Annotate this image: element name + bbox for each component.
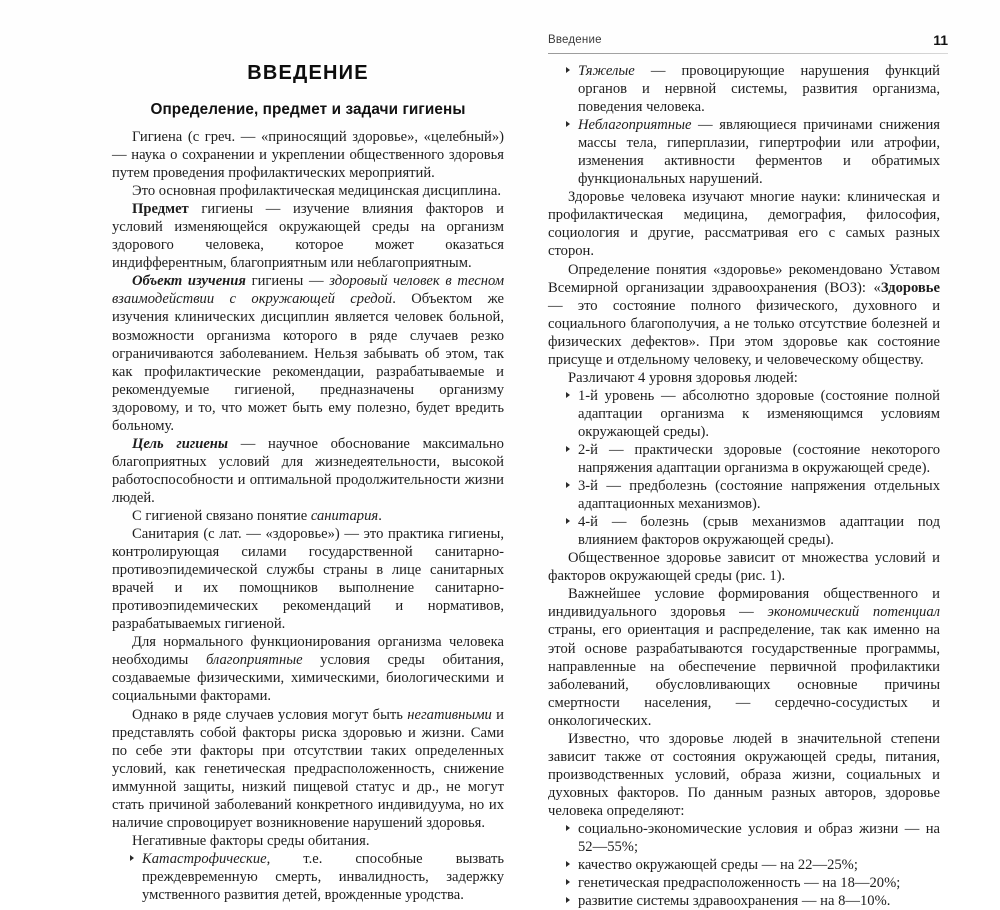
text-run: Здоровье <box>880 279 940 296</box>
running-head-title: Введение <box>548 34 602 46</box>
text-run: . <box>378 507 382 524</box>
text-run: 1-й уровень — абсолютно здоровые (состояние полной адаптации организма к изменяющимся условиям окружающей среды). <box>578 387 940 440</box>
text-run: — являющиеся причинами снижения массы тела, гиперплазии, гипертрофии или атрофии, изменения активности ферментов и обратимых функциональных нарушений. <box>578 117 940 188</box>
text-run: — научное обоснование максимально благоприятных условий для жизнедеятельности, высокой работоспособности и оптимальной продолжительности жизни людей. <box>112 435 504 506</box>
text-run: 3-й — предболезнь (состояние напряжения отдельных адаптационных механизмов). <box>578 478 940 513</box>
paragraph <box>548 369 940 387</box>
right-body-text-lower <box>548 549 940 820</box>
list-item <box>548 874 940 892</box>
list-item <box>548 513 940 549</box>
text-run: Для нормального функционирования организма человека необходимы <box>112 634 504 669</box>
text-run: санитария <box>310 507 379 524</box>
page-number: 11 <box>933 32 948 48</box>
paragraph <box>112 832 504 850</box>
text-run: условия среды обитания, создаваемые физическими, химическими, биологическими и социальными факторами. <box>112 652 504 705</box>
triangle-bullet-icon <box>566 861 570 867</box>
text-run: Гигиена (с греч. — «приносящий здоровье», «целебный») — наука о сохранении и укреплении общественного здоровья путем проведения профилактических мероприятий. <box>112 129 504 182</box>
triangle-bullet-icon <box>566 518 570 524</box>
text-run: Известно, что здоровье людей в значительной степени зависит также от состояния окружающей среды, питания, производственных условий, образа жизни, социальных и духовных факторов. По данным разных авторов, здоровье человека определяют: <box>548 730 940 819</box>
text-run: Здоровье человека изучают многие науки: клиническая и профилактическая медицина, демография, философия, социология и другие, рассматривая его с самых разных сторон. <box>548 189 940 260</box>
list-item <box>548 116 940 188</box>
paragraph <box>548 549 940 585</box>
text-run: Важнейшее условие формирования общественного и индивидуального здоровья — <box>548 586 940 621</box>
list-item <box>548 477 940 513</box>
paragraph <box>112 525 504 633</box>
triangle-bullet-icon <box>566 446 570 452</box>
paragraph <box>548 188 940 260</box>
running-head <box>548 34 948 56</box>
left-bullet-list <box>112 850 504 904</box>
text-run: Неблагоприятные <box>578 117 692 134</box>
paragraph <box>112 272 504 434</box>
text-run: Цель гигиены <box>132 435 229 452</box>
text-run: негативными <box>407 706 492 723</box>
text-run: Определение понятия «здоровье» рекомендовано Уставом Всемирной организации здравоохранения (ВОЗ): « <box>548 261 940 296</box>
triangle-bullet-icon <box>566 67 570 73</box>
triangle-bullet-icon <box>566 825 570 831</box>
triangle-bullet-icon <box>566 897 570 903</box>
text-run: , т.е. способные вызвать преждевременную смерть, инвалидность, задержку умственного развития детей, врожденные уродства. <box>142 850 504 903</box>
paragraph <box>112 128 504 182</box>
text-run: страны, его ориентация и распределение, так как именно на этой основе разрабатываются государственные программы, направленные на обеспечение первичной профилактики заболеваний, обусловливающих основные причины смертности населения, — сердечно-сосудистых и онкологических. <box>548 622 940 729</box>
list-item <box>548 892 940 910</box>
left-column <box>112 56 504 904</box>
triangle-bullet-icon <box>566 392 570 398</box>
text-run: Негативные факторы среды обитания. <box>132 832 370 849</box>
text-run: качество окружающей среды — на 22—25%; <box>578 857 858 874</box>
text-run: генетическая предрасположенность — на 18—20%; <box>578 875 901 892</box>
left-body-text <box>112 128 504 850</box>
list-item <box>548 62 940 116</box>
chapter-title: ВВЕДЕНИЕ <box>247 62 369 84</box>
text-run: С гигиеной связано понятие <box>132 507 311 524</box>
text-run: здоровый человек в тесном взаимодействии с окружающей средой <box>112 273 505 308</box>
paragraph <box>548 261 940 369</box>
paragraph <box>112 706 504 832</box>
list-item <box>112 850 504 904</box>
list-item <box>548 441 940 477</box>
triangle-bullet-icon <box>130 855 134 861</box>
triangle-bullet-icon <box>566 482 570 488</box>
list-item <box>548 820 940 856</box>
text-run: Это основная профилактическая медицинская дисциплина. <box>132 183 501 200</box>
text-run: Санитария (с лат. — «здоровье») — это практика гигиены, контролирующая силами государственной санитарно-противоэпидемической службы страны в лице санитарных врачей и их помощников выполнение санитарно-противоэпидемических рекомендаций и нормативов, разрабатываемых гигиеной. <box>112 526 504 633</box>
section-title: Определение, предмет и задачи гигиены <box>150 101 466 118</box>
list-item <box>548 387 940 441</box>
health-determinants-list <box>548 820 940 910</box>
paragraph <box>112 182 504 200</box>
triangle-bullet-icon <box>566 879 570 885</box>
text-run: 4-й — болезнь (срыв механизмов адаптации под влиянием факторов окружающей среды). <box>578 514 940 549</box>
paragraph <box>548 585 940 729</box>
text-run: Различают 4 уровня здоровья людей: <box>568 369 798 386</box>
text-run: развитие системы здравоохранения — на 8—10%. <box>578 893 891 910</box>
paragraph <box>112 435 504 507</box>
paragraph <box>112 507 504 525</box>
text-run: экономический потенциал <box>767 604 940 621</box>
text-run: Объект изучения <box>132 273 246 290</box>
text-run: . Объектом же изучения клинических дисциплин является человек больной, возможности организма которого в ряде случаев резко ограничиваются заболеванием. Нельзя забывать об этом, так как профилактические рекомендации, разрабатываемые и рекомендуемые гигиеной, предназначены организму здоровому, и то, что может быть ему полезно, будет вредить больному. <box>112 291 504 434</box>
paragraph <box>112 633 504 705</box>
list-item <box>548 856 940 874</box>
text-run: — провоцирующие нарушения функций органов и нервной системы, развития организма, поведения человека. <box>578 63 940 116</box>
paragraph <box>548 730 940 820</box>
text-run: Предмет <box>132 201 189 218</box>
text-run: Однако в ряде случаев условия могут быть <box>132 706 408 723</box>
paragraph <box>112 200 504 272</box>
severity-bullet-list <box>548 62 940 188</box>
text-run: и представлять собой факторы риска здоровью и жизни. Сами по себе эти факторы при отсутствии таких определенных условий, как генетическая предрасположенность, снижение иммунной защиты, низкий пищевой статус и др., не могут стать причиной заболеваний конкретного индивидуума, но их наличие спровоцирует возникновение нарушений здоровья. <box>112 706 504 831</box>
text-run: — это состояние полного физического, духовного и социального благополучия, а не только отсутствие болезней и физических дефектов». При этом здоровье как состояние присуще и отдельному человеку, и человеческому обществу. <box>548 297 940 368</box>
text-run: Тяжелые <box>578 63 635 79</box>
text-run: Катастрофические <box>142 850 267 867</box>
text-run: гигиены — <box>245 273 330 290</box>
right-body-text-upper <box>548 188 940 387</box>
triangle-bullet-icon <box>566 121 570 127</box>
right-column <box>548 62 940 910</box>
text-run: гигиены — изучение влияния факторов и условий изменяющейся окружающей среды на организм здорового человека, которое может оказаться индифферентным, благоприятным или неблагоприятным. <box>112 201 504 272</box>
health-levels-list <box>548 387 940 549</box>
text-run: социально-экономические условия и образ жизни — на 52—55%; <box>578 820 940 856</box>
text-run: Общественное здоровье зависит от множества условий и факторов окружающей среды (рис. 1). <box>548 550 940 585</box>
text-run: благоприятные <box>205 652 303 669</box>
text-run: 2-й — практически здоровые (состояние некоторого напряжения адаптации организма в окружающей среде). <box>578 441 940 477</box>
header-rule <box>548 53 948 54</box>
